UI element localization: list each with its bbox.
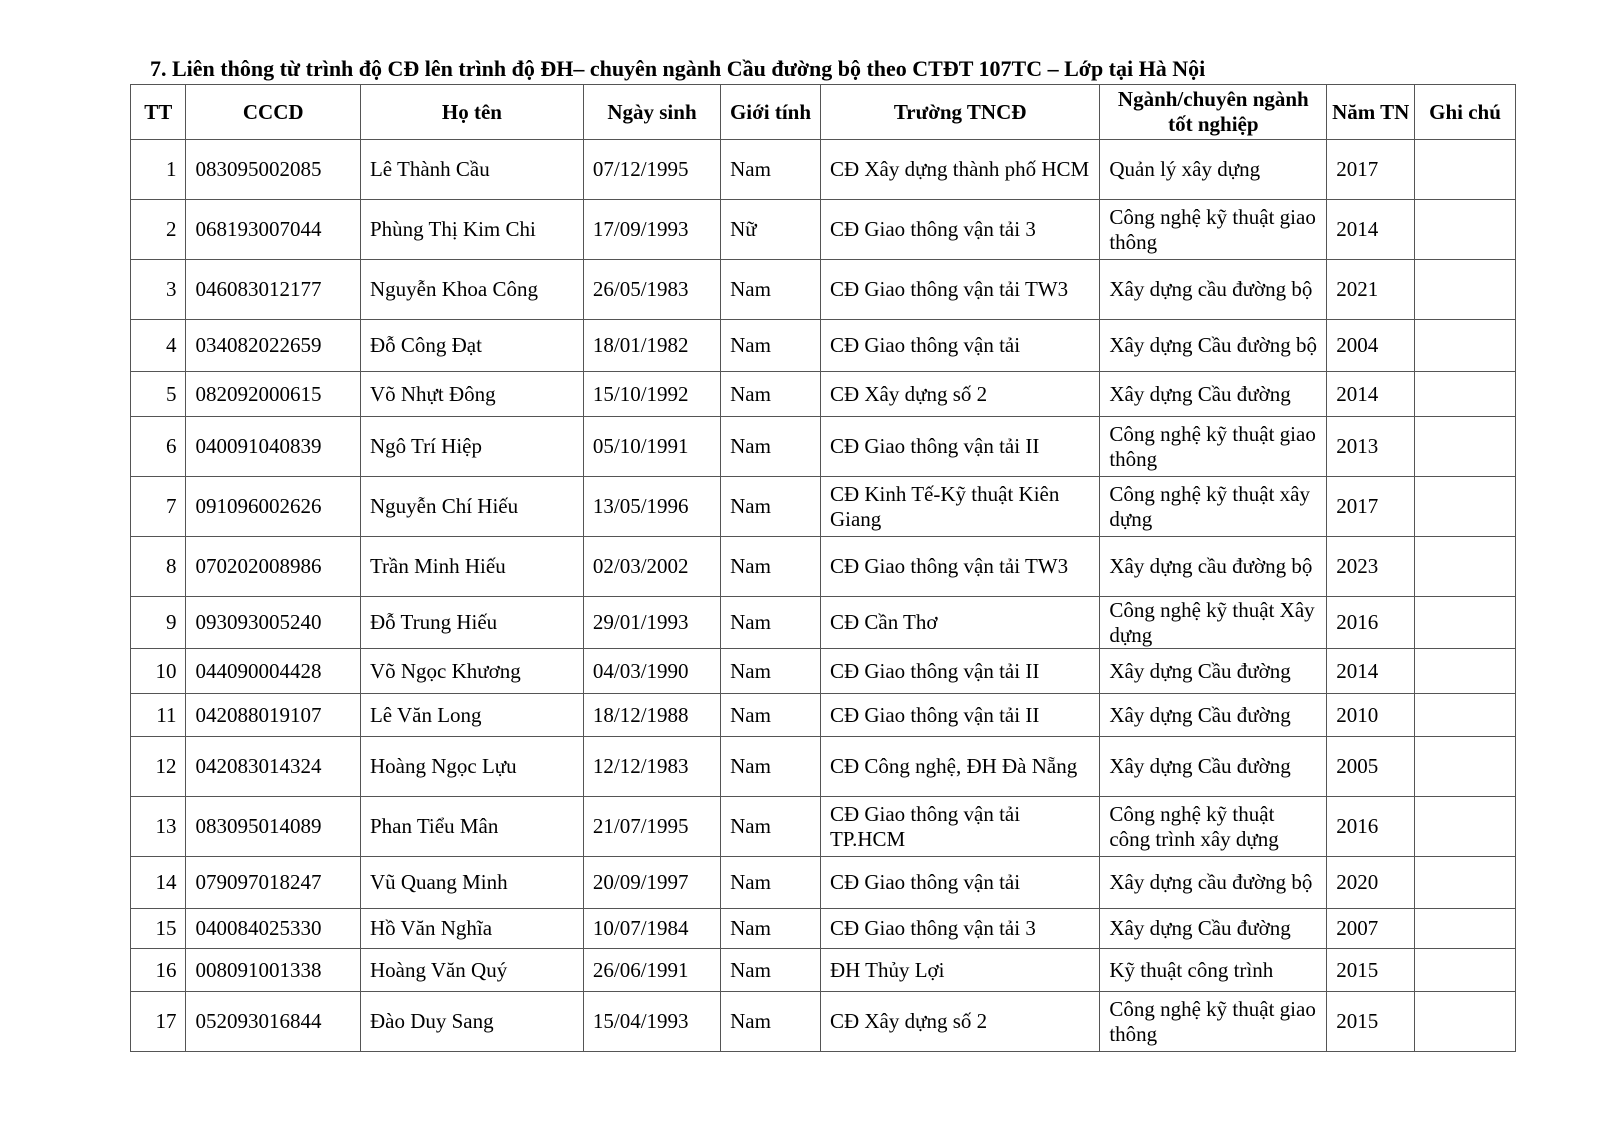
cell-name: Võ Nhựt Đông	[360, 372, 583, 417]
cell-name: Trần Minh Hiếu	[360, 537, 583, 597]
cell-year: 2004	[1327, 320, 1415, 372]
cell-note	[1415, 737, 1516, 797]
header-gender: Giới tính	[721, 85, 821, 140]
cell-note	[1415, 417, 1516, 477]
cell-name: Ngô Trí Hiệp	[360, 417, 583, 477]
cell-gender: Nam	[721, 737, 821, 797]
cell-note	[1415, 909, 1516, 949]
table-row	[131, 857, 1516, 909]
cell-name: Vũ Quang Minh	[360, 857, 583, 909]
cell-major: Xây dựng Cầu đường bộ	[1100, 320, 1327, 372]
cell-name: Hoàng Ngọc Lựu	[360, 737, 583, 797]
cell-dob: 18/12/1988	[583, 694, 720, 737]
cell-gender: Nam	[721, 649, 821, 694]
cell-note	[1415, 320, 1516, 372]
cell-tt: 5	[131, 372, 186, 417]
cell-name: Phùng Thị Kim Chi	[360, 200, 583, 260]
table-row	[131, 537, 1516, 597]
cell-note	[1415, 200, 1516, 260]
cell-cccd: 040084025330	[186, 909, 361, 949]
cell-name: Nguyễn Khoa Công	[360, 260, 583, 320]
cell-major: Xây dựng Cầu đường	[1100, 909, 1327, 949]
cell-name: Đỗ Trung Hiếu	[360, 597, 583, 649]
cell-cccd: 042088019107	[186, 694, 361, 737]
cell-note	[1415, 597, 1516, 649]
cell-school: CĐ Giao thông vận tải	[820, 857, 1099, 909]
cell-cccd: 083095014089	[186, 797, 361, 857]
cell-gender: Nam	[721, 372, 821, 417]
cell-note	[1415, 140, 1516, 200]
cell-year: 2015	[1327, 992, 1415, 1052]
cell-name: Phan Tiểu Mân	[360, 797, 583, 857]
header-row	[131, 85, 1516, 140]
cell-dob: 29/01/1993	[583, 597, 720, 649]
cell-major: Quản lý xây dựng	[1100, 140, 1327, 200]
cell-major: Công nghệ kỹ thuật giao thông	[1100, 417, 1327, 477]
cell-dob: 15/04/1993	[583, 992, 720, 1052]
cell-year: 2017	[1327, 477, 1415, 537]
cell-school: CĐ Kinh Tế-Kỹ thuật Kiên Giang	[820, 477, 1099, 537]
cell-cccd: 082092000615	[186, 372, 361, 417]
cell-school: CĐ Công nghệ, ĐH Đà Nẵng	[820, 737, 1099, 797]
cell-gender: Nam	[721, 992, 821, 1052]
cell-cccd: 083095002085	[186, 140, 361, 200]
cell-school: CĐ Xây dựng số 2	[820, 992, 1099, 1052]
cell-dob: 12/12/1983	[583, 737, 720, 797]
cell-year: 2014	[1327, 372, 1415, 417]
cell-year: 2016	[1327, 597, 1415, 649]
cell-major: Xây dựng cầu đường bộ	[1100, 857, 1327, 909]
cell-year: 2021	[1327, 260, 1415, 320]
cell-dob: 07/12/1995	[583, 140, 720, 200]
cell-cccd: 079097018247	[186, 857, 361, 909]
cell-year: 2014	[1327, 200, 1415, 260]
header-major: Ngành/chuyên ngành tốt nghiệp	[1100, 85, 1327, 140]
cell-name: Hồ Văn Nghĩa	[360, 909, 583, 949]
cell-note	[1415, 857, 1516, 909]
cell-name: Lê Văn Long	[360, 694, 583, 737]
table-row	[131, 372, 1516, 417]
cell-gender: Nam	[721, 597, 821, 649]
table-row	[131, 949, 1516, 992]
cell-tt: 12	[131, 737, 186, 797]
cell-major: Công nghệ kỹ thuật giao thông	[1100, 200, 1327, 260]
cell-major: Công nghệ kỹ thuật Xây dựng	[1100, 597, 1327, 649]
cell-school: CĐ Xây dựng thành phố HCM	[820, 140, 1099, 200]
page-title: 7. Liên thông từ trình độ CĐ lên trình độ ĐH– chuyên ngành Cầu đường bộ theo CTĐT 107TC – Lớp tại Hà Nội	[150, 56, 1206, 81]
cell-dob: 26/06/1991	[583, 949, 720, 992]
cell-note	[1415, 694, 1516, 737]
cell-school: CĐ Giao thông vận tải TP.HCM	[820, 797, 1099, 857]
cell-school: CĐ Giao thông vận tải	[820, 320, 1099, 372]
cell-dob: 04/03/1990	[583, 649, 720, 694]
cell-tt: 16	[131, 949, 186, 992]
cell-tt: 7	[131, 477, 186, 537]
cell-dob: 20/09/1997	[583, 857, 720, 909]
cell-school: CĐ Giao thông vận tải 3	[820, 909, 1099, 949]
cell-major: Xây dựng Cầu đường	[1100, 694, 1327, 737]
header-school: Trường TNCĐ	[820, 85, 1099, 140]
cell-major: Xây dựng Cầu đường	[1100, 737, 1327, 797]
cell-cccd: 044090004428	[186, 649, 361, 694]
cell-name: Lê Thành Cầu	[360, 140, 583, 200]
table-row	[131, 597, 1516, 649]
table-row	[131, 320, 1516, 372]
cell-tt: 3	[131, 260, 186, 320]
cell-cccd: 052093016844	[186, 992, 361, 1052]
table-row	[131, 417, 1516, 477]
cell-year: 2017	[1327, 140, 1415, 200]
cell-gender: Nam	[721, 320, 821, 372]
cell-name: Nguyễn Chí Hiếu	[360, 477, 583, 537]
cell-cccd: 034082022659	[186, 320, 361, 372]
student-table	[130, 84, 1516, 1052]
cell-dob: 15/10/1992	[583, 372, 720, 417]
cell-gender: Nam	[721, 909, 821, 949]
cell-note	[1415, 797, 1516, 857]
cell-cccd: 068193007044	[186, 200, 361, 260]
cell-tt: 17	[131, 992, 186, 1052]
cell-year: 2023	[1327, 537, 1415, 597]
table-row	[131, 260, 1516, 320]
header-tt: TT	[131, 85, 186, 140]
cell-gender: Nam	[721, 260, 821, 320]
cell-gender: Nam	[721, 417, 821, 477]
cell-dob: 05/10/1991	[583, 417, 720, 477]
cell-tt: 10	[131, 649, 186, 694]
cell-dob: 18/01/1982	[583, 320, 720, 372]
cell-cccd: 040091040839	[186, 417, 361, 477]
cell-name: Hoàng Văn Quý	[360, 949, 583, 992]
cell-school: CĐ Xây dựng số 2	[820, 372, 1099, 417]
cell-cccd: 042083014324	[186, 737, 361, 797]
cell-cccd: 046083012177	[186, 260, 361, 320]
cell-gender: Nam	[721, 140, 821, 200]
cell-year: 2015	[1327, 949, 1415, 992]
table-row	[131, 140, 1516, 200]
cell-gender: Nữ	[721, 200, 821, 260]
cell-major: Xây dựng Cầu đường	[1100, 649, 1327, 694]
cell-dob: 21/07/1995	[583, 797, 720, 857]
cell-year: 2020	[1327, 857, 1415, 909]
cell-year: 2005	[1327, 737, 1415, 797]
header-note: Ghi chú	[1415, 85, 1516, 140]
cell-gender: Nam	[721, 857, 821, 909]
cell-school: CĐ Giao thông vận tải 3	[820, 200, 1099, 260]
header-cccd: CCCD	[186, 85, 361, 140]
cell-dob: 02/03/2002	[583, 537, 720, 597]
cell-year: 2010	[1327, 694, 1415, 737]
table-row	[131, 200, 1516, 260]
cell-gender: Nam	[721, 797, 821, 857]
cell-tt: 8	[131, 537, 186, 597]
cell-major: Xây dựng cầu đường bộ	[1100, 260, 1327, 320]
cell-year: 2013	[1327, 417, 1415, 477]
table-row	[131, 649, 1516, 694]
cell-name: Võ Ngọc Khương	[360, 649, 583, 694]
cell-tt: 11	[131, 694, 186, 737]
cell-tt: 6	[131, 417, 186, 477]
table-row	[131, 737, 1516, 797]
cell-tt: 13	[131, 797, 186, 857]
header-name: Họ tên	[360, 85, 583, 140]
cell-major: Xây dựng cầu đường bộ	[1100, 537, 1327, 597]
cell-school: CĐ Giao thông vận tải II	[820, 694, 1099, 737]
cell-tt: 1	[131, 140, 186, 200]
cell-gender: Nam	[721, 949, 821, 992]
cell-note	[1415, 372, 1516, 417]
cell-dob: 17/09/1993	[583, 200, 720, 260]
cell-major: Công nghệ kỹ thuật xây dựng	[1100, 477, 1327, 537]
cell-year: 2007	[1327, 909, 1415, 949]
cell-cccd: 070202008986	[186, 537, 361, 597]
cell-major: Xây dựng Cầu đường	[1100, 372, 1327, 417]
cell-cccd: 008091001338	[186, 949, 361, 992]
cell-year: 2014	[1327, 649, 1415, 694]
cell-dob: 13/05/1996	[583, 477, 720, 537]
cell-tt: 15	[131, 909, 186, 949]
cell-school: ĐH Thủy Lợi	[820, 949, 1099, 992]
cell-note	[1415, 477, 1516, 537]
table-row	[131, 909, 1516, 949]
cell-name: Đào Duy Sang	[360, 992, 583, 1052]
table-row	[131, 797, 1516, 857]
cell-tt: 2	[131, 200, 186, 260]
cell-school: CĐ Giao thông vận tải II	[820, 417, 1099, 477]
cell-school: CĐ Cần Thơ	[820, 597, 1099, 649]
cell-gender: Nam	[721, 477, 821, 537]
cell-dob: 10/07/1984	[583, 909, 720, 949]
cell-tt: 4	[131, 320, 186, 372]
cell-note	[1415, 649, 1516, 694]
cell-note	[1415, 260, 1516, 320]
cell-dob: 26/05/1983	[583, 260, 720, 320]
cell-tt: 14	[131, 857, 186, 909]
cell-cccd: 093093005240	[186, 597, 361, 649]
cell-school: CĐ Giao thông vận tải II	[820, 649, 1099, 694]
cell-tt: 9	[131, 597, 186, 649]
table-row	[131, 694, 1516, 737]
cell-note	[1415, 537, 1516, 597]
table-row	[131, 477, 1516, 537]
cell-major: Công nghệ kỹ thuật giao thông	[1100, 992, 1327, 1052]
cell-major: Kỹ thuật công trình	[1100, 949, 1327, 992]
table-row	[131, 992, 1516, 1052]
cell-major: Công nghệ kỹ thuật công trình xây dựng	[1100, 797, 1327, 857]
cell-gender: Nam	[721, 694, 821, 737]
cell-name: Đỗ Công Đạt	[360, 320, 583, 372]
cell-year: 2016	[1327, 797, 1415, 857]
cell-note	[1415, 949, 1516, 992]
cell-school: CĐ Giao thông vận tải TW3	[820, 537, 1099, 597]
cell-cccd: 091096002626	[186, 477, 361, 537]
cell-note	[1415, 992, 1516, 1052]
header-year: Năm TN	[1327, 85, 1415, 140]
cell-school: CĐ Giao thông vận tải TW3	[820, 260, 1099, 320]
cell-gender: Nam	[721, 537, 821, 597]
header-dob: Ngày sinh	[583, 85, 720, 140]
